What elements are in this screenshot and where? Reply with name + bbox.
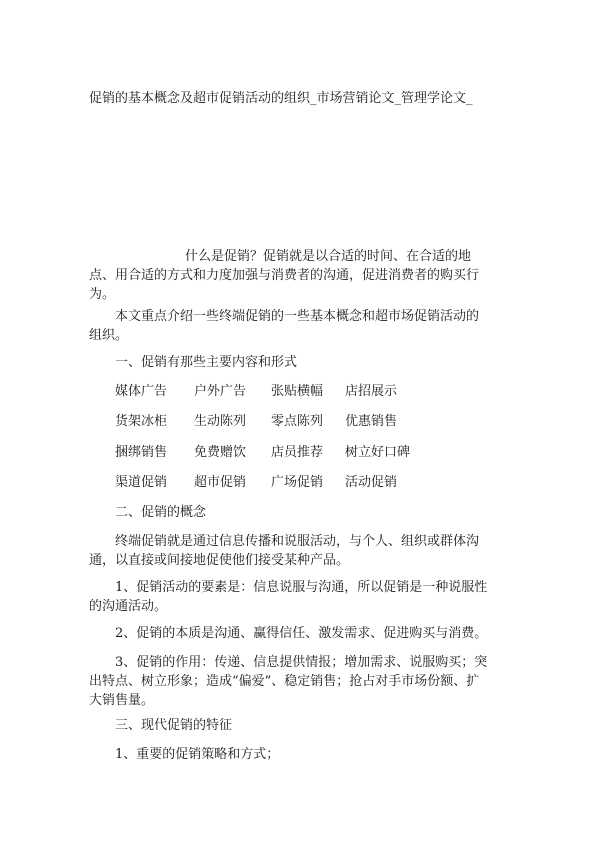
- promo-form-item: 免费赠饮: [194, 445, 247, 460]
- promo-form-item: 店员推荐: [271, 445, 324, 460]
- promo-form-item: 树立好口碑: [345, 445, 411, 460]
- section3-heading: 三、现代促销的特征: [115, 718, 233, 733]
- promo-grid-row: [115, 473, 445, 492]
- promo-form-item: 超市促销: [194, 475, 247, 490]
- promo-form-item: 广场促销: [271, 475, 324, 490]
- promo-form-item: 媒体广告: [115, 384, 168, 399]
- promo-grid-row: [115, 412, 445, 431]
- promo-form-item: 生动陈列: [194, 414, 247, 429]
- promo-form-item: 户外广告: [194, 384, 247, 399]
- section2-point2: 2、促销的本质是沟通、赢得信任、激发需求、促进购买与消费。: [115, 626, 488, 641]
- section3-point1: 1、重要的促销策略和方式；: [115, 747, 280, 762]
- promo-form-item: 捆绑销售: [115, 445, 168, 460]
- focus-paragraph: 本文重点介绍一些终端促销的一些基本概念和超市场促销活动的组织。: [89, 309, 480, 343]
- section2-point1: 1、促销活动的要素是：信息说服与沟通，所以促销是一种说服性的沟通活动。: [89, 580, 488, 614]
- section1-heading: 一、促销有那些主要内容和形式: [115, 355, 298, 370]
- promo-grid-row: [115, 382, 445, 401]
- promo-form-item: 货架冰柜: [115, 414, 168, 429]
- promo-form-item: 渠道促销: [115, 475, 168, 490]
- promo-form-item: 店招展示: [345, 384, 398, 399]
- intro-paragraph: 什么是促销？促销就是以合适的时间、在合适的地点、用合适的方式和力度加强与消费者的沟通，促进消费者的购买行为。: [89, 249, 480, 302]
- section2-heading: 二、促销的概念: [115, 505, 207, 520]
- promo-form-item: 优惠销售: [345, 414, 398, 429]
- promo-form-item: 活动促销: [345, 475, 398, 490]
- section2-point3: 3、促销的作用：传递、信息提供情报；增加需求、说服购买；突出特点、树立形象；造成“偏爱”、稳定销售；抢占对手市场份额、扩大销售量。: [89, 655, 488, 708]
- document-title: 促销的基本概念及超市促销活动的组织_市场营销论文_管理学论文_: [89, 91, 473, 106]
- promo-grid-row: [115, 443, 445, 462]
- definition-paragraph: 终端促销就是通过信息传播和说服活动，与个人、组织或群体沟通，以直接或间接地促使他们接受某种产品。: [89, 534, 480, 568]
- promo-form-item: 张贴横幅: [271, 384, 324, 399]
- promo-form-item: 零点陈列: [271, 414, 324, 429]
